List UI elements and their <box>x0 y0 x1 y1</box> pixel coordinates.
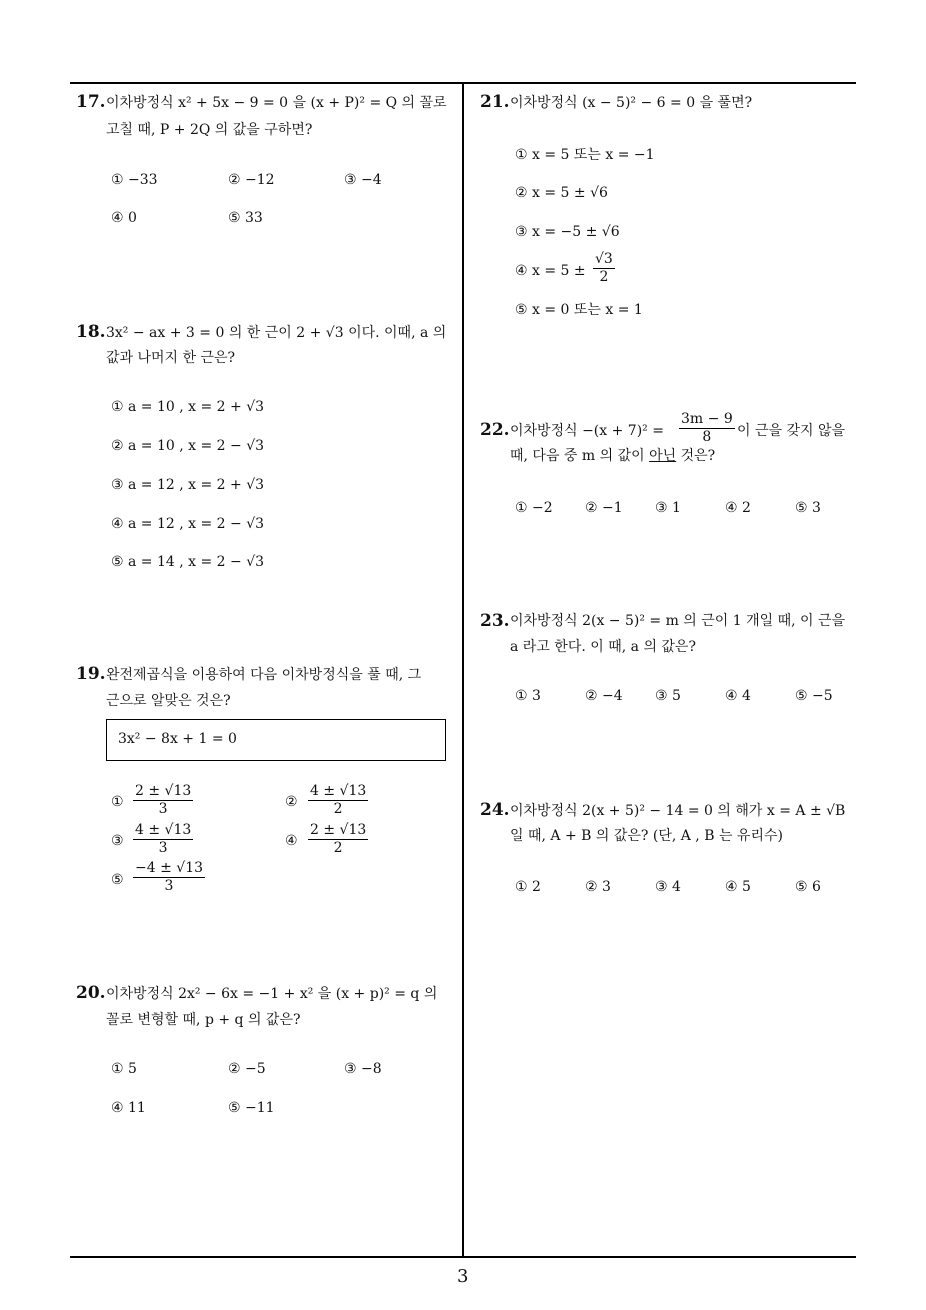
q17-number: 17. <box>76 92 106 112</box>
q23-text-line1: 이차방정식 2(x − 5)² = m 의 근이 1 개일 때, 이 근을 <box>510 613 846 629</box>
q21-option-4-denominator: 2 <box>599 269 609 285</box>
q22-text-line2-underlined: 아닌 <box>649 448 677 464</box>
q24-option-1[interactable]: ① 2 <box>515 879 541 895</box>
q20-option-2[interactable]: ② −5 <box>228 1061 266 1077</box>
q22-number: 22. <box>480 420 510 440</box>
q19-option-5-mark[interactable]: ⑤ <box>111 872 124 888</box>
q21-option-4-fraction <box>593 251 615 286</box>
q20-number: 20. <box>76 983 106 1003</box>
q19-text-line1: 완전제곱식을 이용하여 다음 이차방정식을 풀 때, 그 <box>106 667 422 683</box>
q19-option-4-fraction[interactable] <box>308 822 368 857</box>
q18-option-2[interactable]: ② a = 10 , x = 2 − √3 <box>111 438 265 454</box>
q22-option-5[interactable]: ⑤ 3 <box>795 500 821 516</box>
q17-option-3[interactable]: ③ −4 <box>344 172 382 188</box>
q21-option-5[interactable]: ⑤ x = 0 또는 x = 1 <box>515 302 643 318</box>
q22-option-4[interactable]: ④ 2 <box>725 500 751 516</box>
q21-option-2[interactable]: ② x = 5 ± √6 <box>515 185 608 201</box>
q23-number: 23. <box>480 611 510 631</box>
q22-text-line1-b: 이 근을 갖지 않을 <box>737 423 846 439</box>
q22-option-1[interactable]: ① −2 <box>515 500 553 516</box>
q18-option-4[interactable]: ④ a = 12 , x = 2 − √3 <box>111 516 265 532</box>
q21-text-line1: 이차방정식 (x − 5)² − 6 = 0 을 풀면? <box>510 95 753 111</box>
q19-option-2-denominator: 2 <box>333 801 343 817</box>
q23-option-4[interactable]: ④ 4 <box>725 688 751 704</box>
q21-option-4-numerator: √3 <box>595 251 613 267</box>
q20-option-5[interactable]: ⑤ −11 <box>228 1100 275 1116</box>
q22-fraction-numerator: 3m − 9 <box>681 411 733 427</box>
q19-option-1-fraction[interactable] <box>133 783 193 818</box>
q19-option-2-fraction[interactable] <box>308 783 368 818</box>
q20-option-1[interactable]: ① 5 <box>111 1061 137 1077</box>
q23-option-5[interactable]: ⑤ −5 <box>795 688 833 704</box>
q19-option-5-numerator: −4 ± √13 <box>135 860 204 876</box>
q22-text-line1-a: 이차방정식 −(x + 7)² = <box>510 423 664 439</box>
q17-option-1[interactable]: ① −33 <box>111 172 158 188</box>
q19-option-1-numerator: 2 ± √13 <box>135 783 192 799</box>
q24-option-5[interactable]: ⑤ 6 <box>795 879 821 895</box>
q24-text-line2: 일 때, A + B 의 값은? (단, A , B 는 유리수) <box>510 828 783 844</box>
q20-option-3[interactable]: ③ −8 <box>344 1061 382 1077</box>
q19-option-4-mark[interactable]: ④ <box>285 833 298 849</box>
q20-option-4[interactable]: ④ 11 <box>111 1100 146 1116</box>
q19-option-2-numerator: 4 ± √13 <box>310 783 367 799</box>
q19-text-line2: 근으로 알맞은 것은? <box>106 693 231 709</box>
q23-text-line2: a 라고 한다. 이 때, a 의 값은? <box>510 639 696 655</box>
q21-number: 21. <box>480 92 510 112</box>
q17-option-2[interactable]: ② −12 <box>228 172 275 188</box>
q19-option-3-fraction[interactable] <box>133 822 193 857</box>
page-number: 3 <box>457 1266 469 1287</box>
q19-option-3-numerator: 4 ± √13 <box>135 822 192 838</box>
q18-option-5[interactable]: ⑤ a = 14 , x = 2 − √3 <box>111 554 265 570</box>
q19-option-5-denominator: 3 <box>164 878 174 894</box>
q17-text-line1: 이차방정식 x² + 5x − 9 = 0 을 (x + P)² = Q 의 꼴로 <box>106 95 447 111</box>
q24-option-3[interactable]: ③ 4 <box>655 879 681 895</box>
q24-number: 24. <box>480 800 510 820</box>
q21-option-3[interactable]: ③ x = −5 ± √6 <box>515 224 620 240</box>
q20-text-line1: 이차방정식 2x² − 6x = −1 + x² 을 (x + p)² = q 의 <box>106 986 438 1002</box>
q22-text-line2-a: 때, 다음 중 m 의 값이 <box>510 448 650 464</box>
q21-option-1[interactable]: ① x = 5 또는 x = −1 <box>515 147 655 163</box>
q18-option-1[interactable]: ① a = 10 , x = 2 + √3 <box>111 399 265 415</box>
q19-option-3-denominator: 3 <box>158 840 168 856</box>
q22-text-line2-b: 것은? <box>676 448 716 464</box>
q19-option-4-denominator: 2 <box>333 840 343 856</box>
q19-option-5-fraction[interactable] <box>133 860 205 895</box>
q19-equation: 3x² − 8x + 1 = 0 <box>118 731 237 747</box>
q22-fraction <box>679 411 735 446</box>
q17-option-4[interactable]: ④ 0 <box>111 210 137 226</box>
q23-option-3[interactable]: ③ 5 <box>655 688 681 704</box>
q24-option-4[interactable]: ④ 5 <box>725 879 751 895</box>
q24-text-line1: 이차방정식 2(x + 5)² − 14 = 0 의 해가 x = A ± √B <box>510 803 846 819</box>
bottom-rule <box>70 1256 856 1258</box>
q19-option-1-denominator: 3 <box>158 801 168 817</box>
q19-option-2-mark[interactable]: ② <box>285 794 298 810</box>
q19-option-3-mark[interactable]: ③ <box>111 833 124 849</box>
q22-fraction-denominator: 8 <box>702 429 712 445</box>
q18-text-line2: 값과 나머지 한 근은? <box>106 350 236 366</box>
q22-text-line2 <box>510 447 715 465</box>
q24-option-2[interactable]: ② 3 <box>585 879 611 895</box>
q22-option-3[interactable]: ③ 1 <box>655 500 681 516</box>
q21-option-4[interactable]: ④ x = 5 ± <box>515 263 586 279</box>
q19-option-1-mark[interactable]: ① <box>111 794 124 810</box>
q23-option-2[interactable]: ② −4 <box>585 688 623 704</box>
q19-option-4-numerator: 2 ± √13 <box>310 822 367 838</box>
q18-option-3[interactable]: ③ a = 12 , x = 2 + √3 <box>111 477 265 493</box>
q19-number: 19. <box>76 664 106 684</box>
column-divider <box>462 82 464 1257</box>
q22-option-2[interactable]: ② −1 <box>585 500 623 516</box>
q17-text-line2: 고칠 때, P + 2Q 의 값을 구하면? <box>106 122 313 138</box>
q17-option-5[interactable]: ⑤ 33 <box>228 210 263 226</box>
q18-text-line1: 3x² − ax + 3 = 0 의 한 근이 2 + √3 이다. 이때, a 의 <box>106 325 447 341</box>
q18-number: 18. <box>76 322 106 342</box>
q23-option-1[interactable]: ① 3 <box>515 688 541 704</box>
q20-text-line2: 꼴로 변형할 때, p + q 의 값은? <box>106 1012 301 1028</box>
